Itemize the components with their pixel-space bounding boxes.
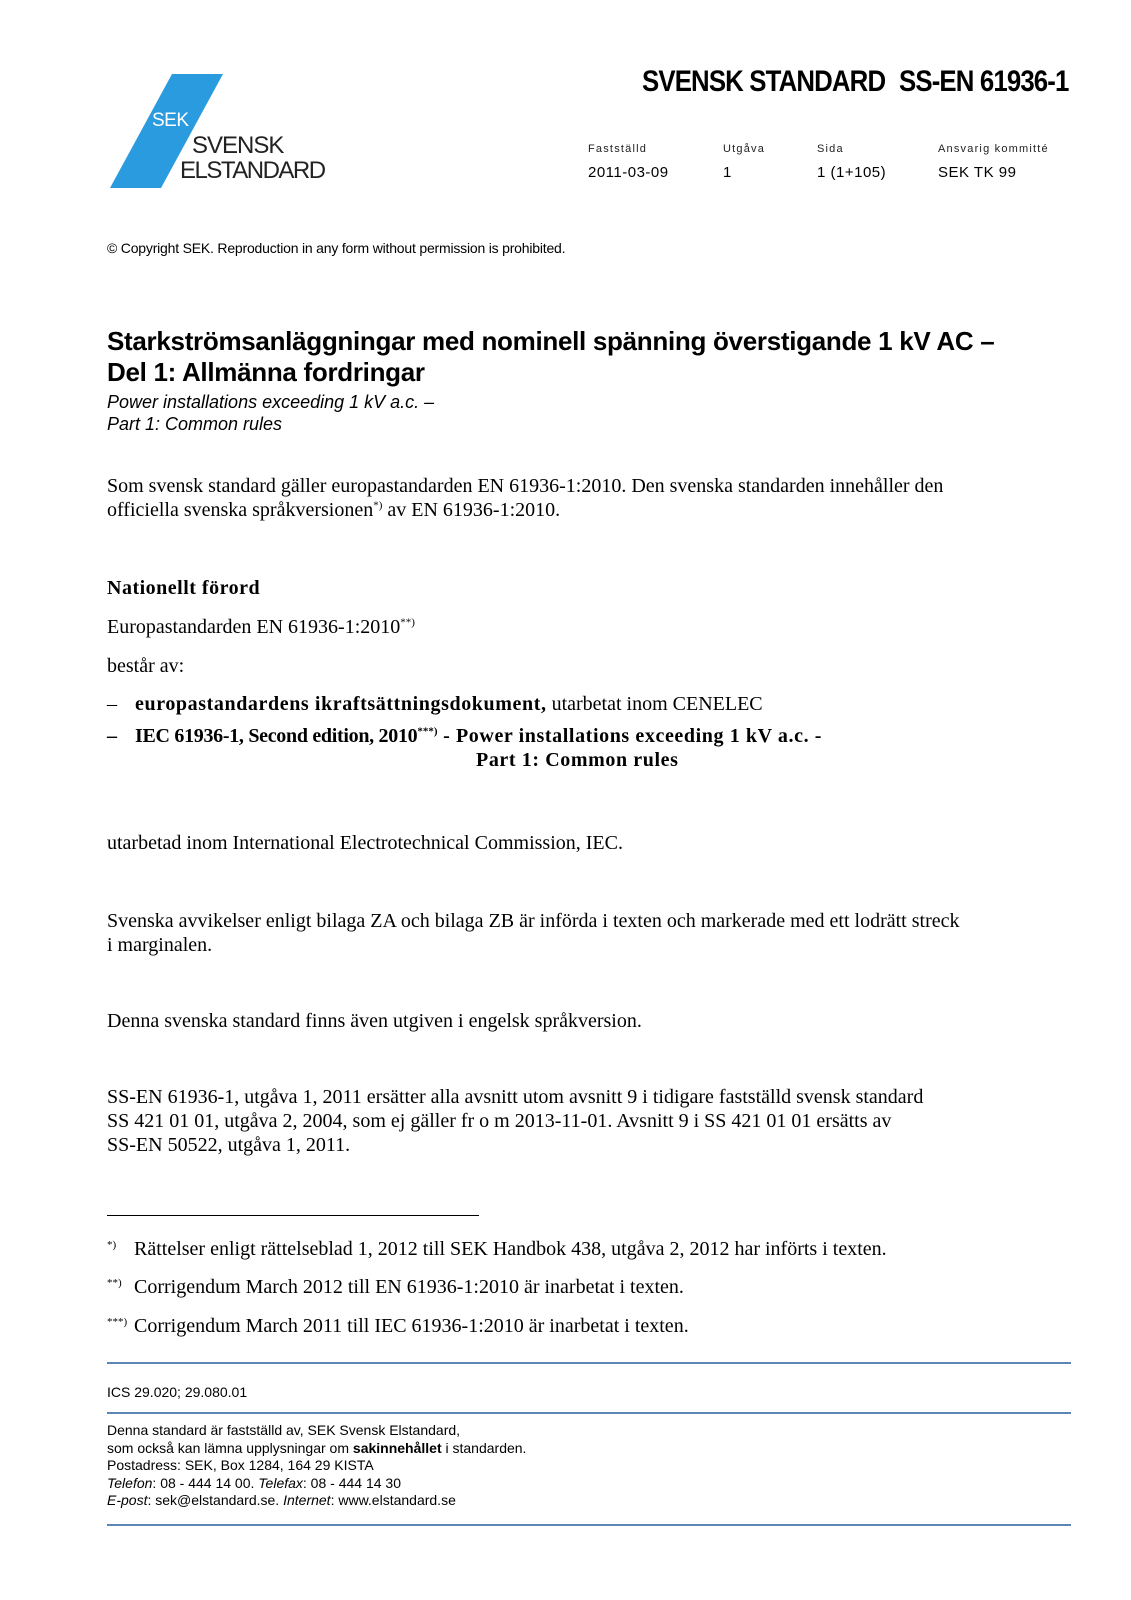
forord-heading: Nationellt förord [107,577,261,599]
forord-item-2: – IEC 61936-1, Second edition, 2010***) - Power installations exceeding 1 kV a.c. - [107,725,823,747]
copyright-notice: © Copyright SEK. Reproduction in any form without permission is prohibited. [107,240,566,256]
footer-line1: Denna standard är fastställd av, SEK Svensk Elstandard, [107,1422,461,1438]
sek-logo [110,74,340,189]
footer-postal: Postadress: SEK, Box 1284, 164 29 KISTA [107,1457,374,1473]
header-title-left: SVENSK STANDARD [642,65,886,98]
meta-label-faststalld: Fastställd [588,143,648,155]
paragraph-ersatter-2: SS 421 01 01, utgåva 2, 2004, som ej gäller fr o m 2013-11-01. Avsnitt 9 i SS 421 01 01 ersätts av [107,1110,892,1132]
email-link[interactable]: : sek@elstandard.se. [147,1492,284,1508]
meta-value-sida: 1 (1+105) [817,164,887,181]
title-en-line2: Part 1: Common rules [107,414,283,434]
forord-line2: består av: [107,655,185,677]
intro-line2: officiella svenska språkversionen*) av EN 61936-1:2010. [107,499,561,521]
website-link[interactable]: : www.elstandard.se [330,1492,456,1508]
meta-label-sida: Sida [817,143,844,155]
footer-ics: ICS 29.020; 29.080.01 [107,1384,248,1400]
footer-rule-bottom [107,1524,1071,1526]
footer-phone: Telefon: 08 - 444 14 00. Telefax: 08 - 444 14 30 [107,1474,401,1491]
meta-label-kommitte: Ansvarig kommitté [938,143,1049,155]
paragraph-ersatter-3: SS-EN 50522, utgåva 1, 2011. [107,1134,351,1156]
footnote-separator [107,1215,479,1216]
footer-rule-top [107,1362,1071,1364]
title-sv-line2: Del 1: Allmänna fordringar [107,357,425,387]
forord-item-2-continuation: Part 1: Common rules [476,749,679,771]
title-en-line1: Power installations exceeding 1 kV a.c. – [107,392,435,412]
header-title-right: SS-EN 61936-1 [899,65,1069,98]
title-sv-line1: Starkströmsanläggningar med nominell spänning överstigande 1 kV AC – [107,326,995,356]
footer-contact: E-post: sek@elstandard.se. Internet: www.elstandard.se [107,1492,456,1508]
paragraph-avvikelser-1: Svenska avvikelser enligt bilaga ZA och bilaga ZB är införda i texten och markerade med ett lodrätt streck [107,910,960,932]
logo-badge: SEK [152,110,189,131]
footer-line2: som också kan lämna upplysningar om sakinnehållet i standarden. [107,1439,527,1456]
paragraph-ersatter-1: SS-EN 61936-1, utgåva 1, 2011 ersätter alla avsnitt utom avsnitt 9 i tidigare fastställd svensk standard [107,1086,924,1108]
footnote-3: ***) Corrigendum March 2011 till IEC 61936-1:2010 är inarbetat i texten. [107,1315,689,1337]
footer-rule-middle [107,1412,1071,1414]
footnote-1: *) Rättelser enligt rättelseblad 1, 2012 till SEK Handbok 438, utgåva 2, 2012 har införts i texten. [107,1238,887,1260]
forord-line1: Europastandarden EN 61936-1:2010**) [107,616,415,638]
meta-value-utgava: 1 [723,164,732,181]
logo-line1: SVENSK [192,132,284,159]
meta-value-kommitte: SEK TK 99 [938,164,1017,181]
paragraph-engelsk: Denna svenska standard finns även utgiven i engelsk språkversion. [107,1010,642,1032]
footnote-2: **) Corrigendum March 2012 till EN 61936-1:2010 är inarbetat i texten. [107,1276,684,1298]
meta-value-faststalld: 2011-03-09 [588,164,669,181]
forord-item-1: – europastandardens ikraftsättningsdokument, utarbetat inom CENELEC [107,693,763,715]
logo-line2: ELSTANDARD [180,157,325,184]
footer-address [107,1422,526,1510]
meta-label-utgava: Utgåva [723,143,766,155]
intro-line1: Som svensk standard gäller europastandarden EN 61936-1:2010. Den svenska standarden innehåller den [107,475,944,497]
paragraph-iec: utarbetad inom International Electrotechnical Commission, IEC. [107,832,623,854]
paragraph-avvikelser-2: i marginalen. [107,934,213,956]
